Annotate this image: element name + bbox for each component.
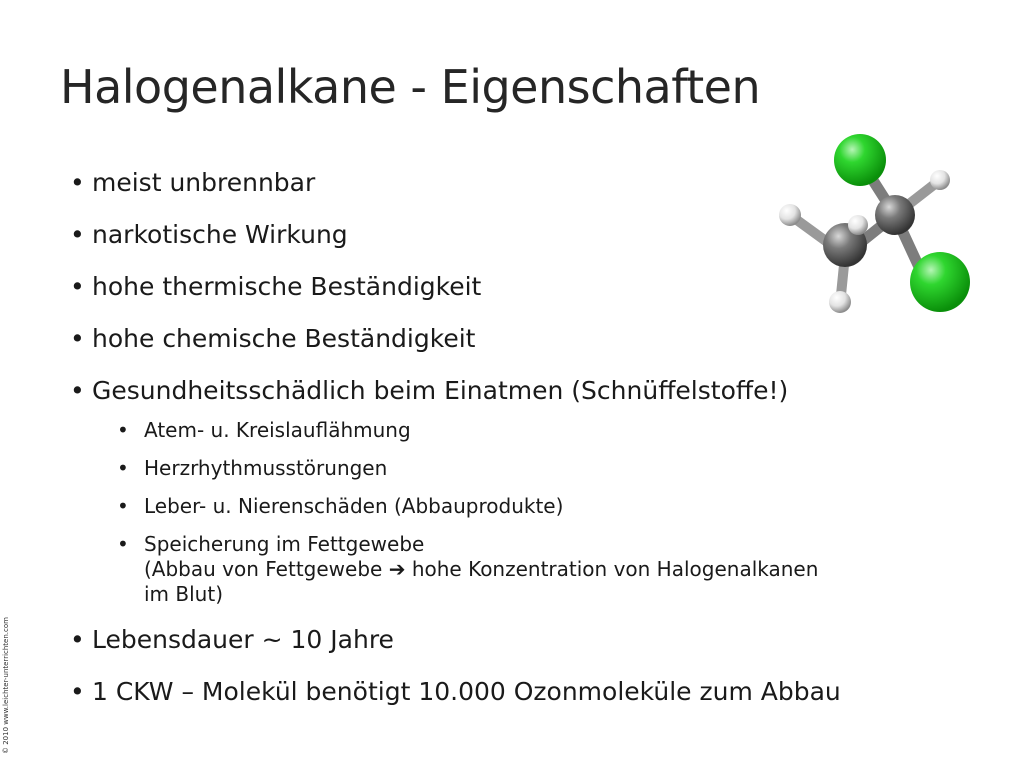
bullet-item (70, 625, 990, 655)
bullet-item (70, 272, 990, 302)
sub-bullet-text: Herzrhythmusstörungen (144, 456, 388, 480)
sub-bullet-text-line2 (144, 557, 990, 582)
bullet-dot: • (117, 418, 129, 442)
bullet-list (70, 168, 990, 729)
bullet-item (70, 677, 990, 707)
sub-bullet-text: Speicherung im Fettgewebe (144, 532, 425, 556)
sub-bullet-text: Atem- u. Kreislauflähmung (144, 418, 411, 442)
bullet-item (70, 324, 990, 354)
sub-bullet-text-line3: im Blut) (144, 582, 223, 606)
bullet-dot: • (70, 625, 85, 654)
bullet-dot: • (117, 456, 129, 480)
sub-bullet-item (117, 456, 990, 481)
bullet-text: 1 CKW – Molekül benötigt 10.000 Ozonmoleküle zum Abbau (92, 677, 841, 706)
bullet-dot: • (70, 168, 85, 197)
bullet-text: meist unbrennbar (92, 168, 316, 197)
bullet-text: Gesundheitsschädlich beim Einatmen (Schnüffelstoffe!) (92, 376, 789, 405)
sub-bullet-text: Leber- u. Nierenschäden (Abbauprodukte) (144, 494, 564, 518)
bullet-item (70, 376, 990, 406)
bullet-dot: • (70, 376, 85, 405)
slide-title: Halogenalkane - Eigenschaften (60, 60, 761, 114)
bullet-dot: • (70, 220, 85, 249)
storage-text-start: (Abbau von Fettgewebe (144, 557, 383, 581)
sub-bullet-item (117, 418, 990, 443)
bullet-text: hohe thermische Beständigkeit (92, 272, 482, 301)
copyright-credit: © 2010 www.leichter-unterrichten.com (2, 617, 10, 754)
sub-bullet-item-storage (117, 532, 990, 607)
bullet-dot: • (117, 532, 129, 556)
storage-text-end: hohe Konzentration von Halogenalkanen (411, 557, 819, 581)
bullet-dot: • (70, 677, 85, 706)
sub-bullet-list (117, 418, 990, 607)
bullet-item (70, 220, 990, 250)
right-arrow-icon: ➔ (388, 557, 406, 581)
bullet-text: Lebensdauer ~ 10 Jahre (92, 625, 394, 654)
bullet-dot: • (117, 494, 129, 518)
bullet-text: hohe chemische Beständigkeit (92, 324, 476, 353)
bullet-dot: • (70, 324, 85, 353)
sub-bullet-item (117, 494, 990, 519)
bullet-text: narkotische Wirkung (92, 220, 348, 249)
bullet-dot: • (70, 272, 85, 301)
bullet-item (70, 168, 990, 198)
